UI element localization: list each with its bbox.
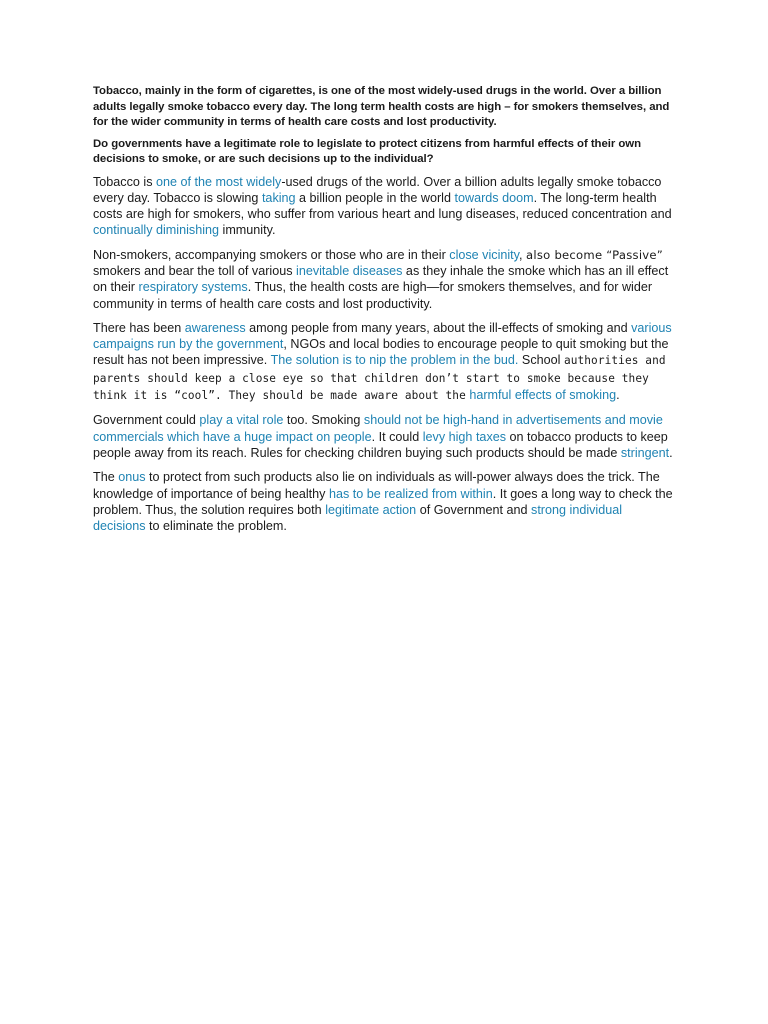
essay-paragraph-3 [93, 320, 678, 404]
text-span: of Government and [416, 502, 532, 517]
highlighted-phrase: close vicinity [449, 247, 520, 262]
highlighted-phrase: levy high taxes [422, 429, 507, 444]
essay-paragraph-2 [93, 247, 678, 312]
highlighted-phrase: towards doom [454, 190, 534, 205]
text-span: on tobacco products to keep people away from its reach. Rules for checking children buying such products should be made [93, 429, 668, 460]
essay-topic-statement: Tobacco, mainly in the form of cigarettes, is one of the most widely-used drugs in the world. Over a billion adults legally smoke tobacco every day. The long term health costs are high – for smokers themselves, and for the wider community in terms of health care costs and lost productivity. [93, 85, 670, 128]
text-span: . It goes a long way to check the problem. Thus, the solution requires both [93, 486, 673, 517]
text-span: smokers and bear the toll of various [93, 263, 297, 278]
text-span: The [93, 470, 119, 485]
text-span: to eliminate the problem. [145, 519, 287, 534]
highlighted-phrase: inevitable diseases [296, 263, 403, 278]
highlighted-phrase: continually diminishing [93, 223, 220, 238]
text-span: Tobacco is [93, 174, 156, 189]
text-span: . It could [371, 429, 423, 444]
text-span: Government could [93, 413, 200, 428]
text-span: -used drugs of the world. Over a billion adults legally smoke tobacco every day. Tobacco is slowing [93, 174, 662, 205]
highlighted-phrase: awareness [184, 320, 246, 335]
text-span: . [616, 388, 620, 403]
highlighted-phrase: onus [118, 470, 146, 485]
text-span: a billion people in the world [295, 190, 455, 205]
text-span: to protect from such products also lie on individuals as will-power always does the trick. The knowledge of importance of being healthy [93, 470, 660, 501]
highlighted-phrase: strong individual decisions [93, 502, 623, 534]
text-span: immunity. [219, 223, 276, 238]
highlighted-phrase: various campaigns run by the government [93, 320, 672, 352]
highlighted-phrase: has to be realized from within [328, 486, 493, 501]
text-span: , [519, 247, 527, 262]
essay-paragraph-5 [93, 469, 678, 534]
highlighted-phrase: harmful effects of smoking [469, 388, 617, 403]
text-span: Non-smokers, accompanying smokers or those who are in their [93, 247, 450, 262]
text-span: . The long-term health costs are high for smokers, who suffer from various heart and lung diseases, reduced concentration and [93, 190, 672, 222]
text-span-alt-font: also become “Passive” [526, 247, 664, 262]
highlighted-phrase: should not be high-hand in advertisements and movie commercials which have a huge impact on people [93, 413, 663, 444]
highlighted-phrase: one of the most widely [156, 174, 282, 189]
highlighted-phrase: stringent [620, 445, 670, 460]
essay-paragraph-1 [93, 174, 678, 239]
text-span: among people from many years, about the ill-effects of smoking and [245, 320, 632, 335]
text-span: , NGOs and local bodies to encourage people to quit smoking but the result has not been impressive. [93, 337, 669, 368]
essay-topic-question: Do governments have a legitimate role to legislate to protect citizens from harmful effects of their own decisions to smoke, or are such decisions up to the individual? [93, 137, 641, 165]
essay-paragraph-4 [93, 412, 678, 461]
highlighted-phrase: taking [261, 190, 296, 205]
text-span: as they inhale the smoke which has an ill effect on their [93, 263, 669, 295]
document-page [93, 84, 678, 542]
highlighted-phrase: legitimate action [325, 502, 417, 517]
highlighted-phrase: The solution is to nip the problem in the bud. [270, 353, 519, 368]
text-span-mono-font: authorities and parents should keep a close eye so that children don’t start to smoke because they think it is “cool”. They should be made aware about the [93, 354, 666, 403]
text-span: . [669, 445, 673, 460]
text-span: too. Smoking [283, 413, 364, 428]
highlighted-phrase: play a vital role [199, 413, 284, 428]
text-span: There has been [93, 320, 185, 335]
text-span: . Thus, the health costs are high—for smokers themselves, and for wider community in terms of health care costs and lost productivity. [93, 280, 653, 311]
highlighted-phrase: respiratory systems [138, 280, 248, 295]
text-span: School [518, 353, 564, 368]
